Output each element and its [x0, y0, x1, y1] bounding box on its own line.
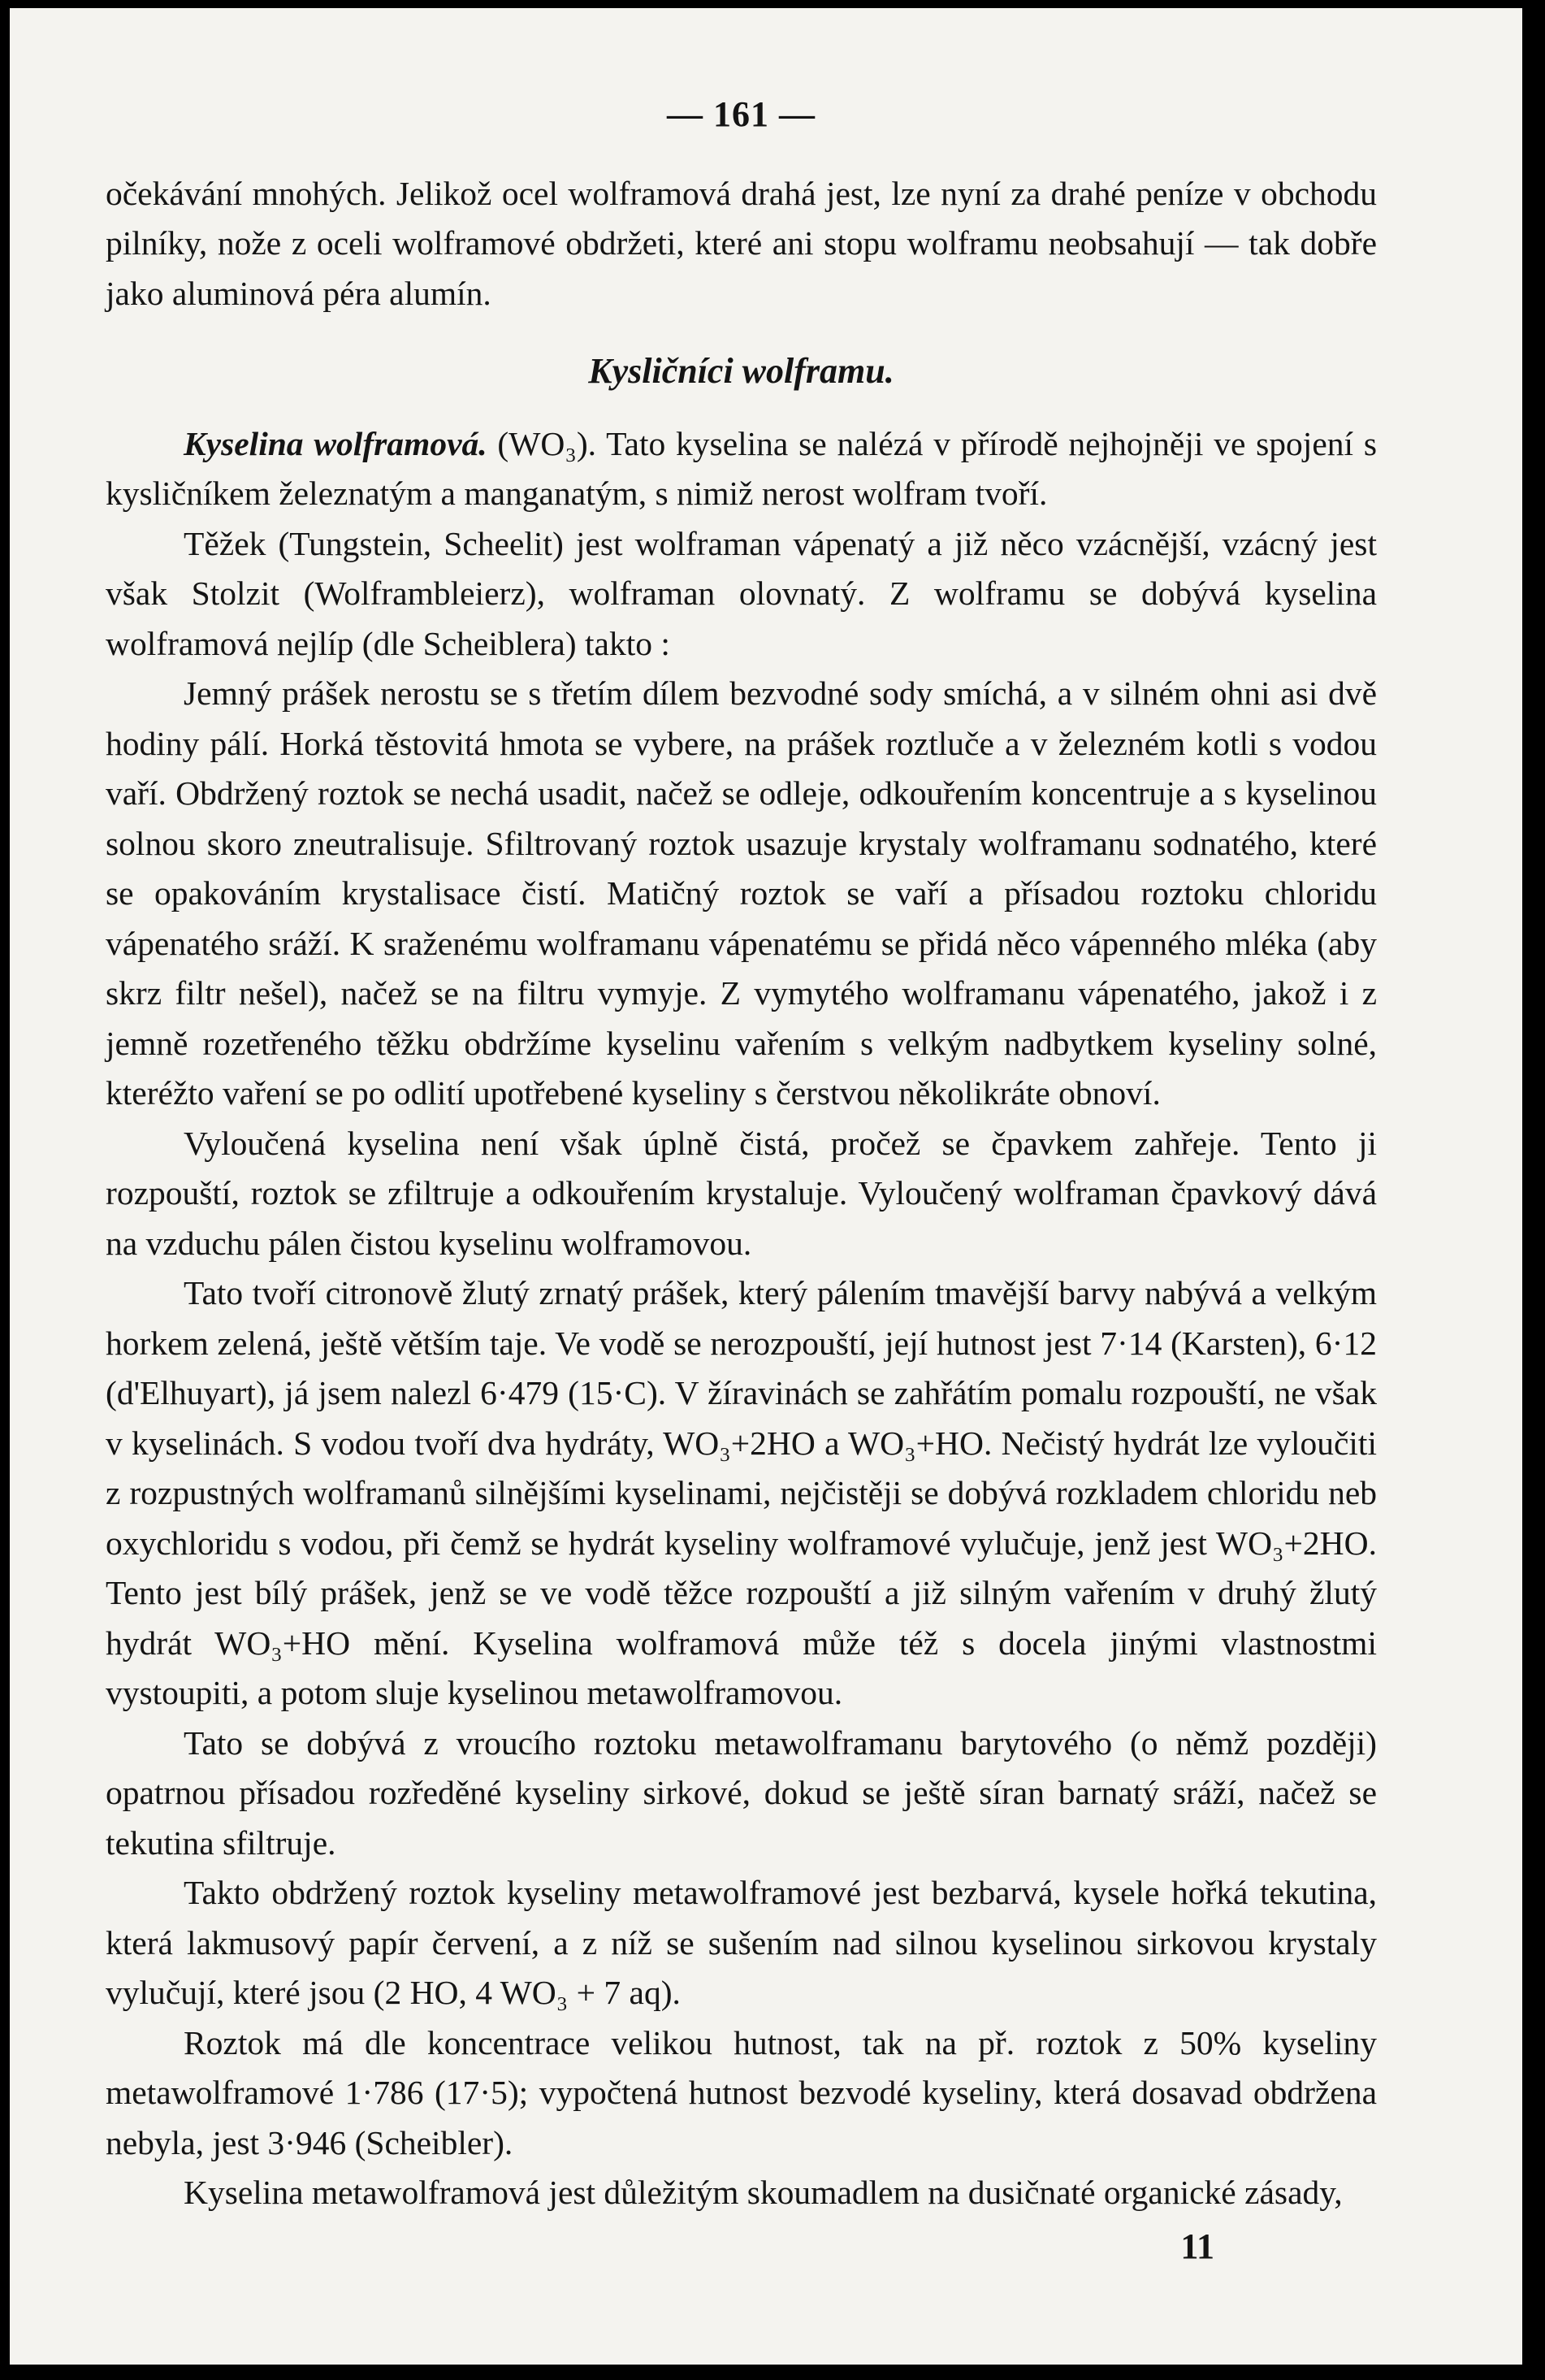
paragraph-properties: Tato tvoří citronově žlutý zrnatý prášek, který pálením tmavější barvy nabývá a velkým horkem zelená, ještě větším taje. Ve vodě se nerozpouští, její hutnost jest 7·14 (Karsten), 6·12 (d'Elhuyart), já jsem nalezl 6·479 (15·C). V žíravinách se zahřátím pomalu rozpouští, ne však v kyselinách. S vodou tvoří dva hydráty, WO₃+2HO a WO₃+HO. Nečistý hydrát lze vyloučiti z rozpustných wolframanů silnějšími kyselinami, nejčistěji se dobývá rozkladem chloridu neb oxychloridu s vodou, při čemž se hydrát kyseliny wolframové vylučuje, jenž jest WO₃+2HO. Tento jest bílý prášek, jenž se ve vodě těžce rozpouští a již silným vařením v druhý žlutý hydrát WO₃+HO mění. Kyselina wolframová může též s docela jinými vlastnostmi vystoupiti, a potom sluje kyselinou metawolframovou. — [106, 1274, 1377, 1711]
acid-formula: (WO₃). — [497, 424, 597, 462]
page-number: — 161 — — [667, 94, 816, 134]
acid-paragraph — [106, 419, 1377, 519]
paragraph-solution: Takto obdržený roztok kyseliny metawolframové jest bezbarvá, kysele hořká tekutina, která lakmusový papír červení, a z níž se sušením nad silnou kyselinou sirkovou krystaly vylučují, které jsou (2 HO, 4 WO₃ + 7 aq). — [106, 1874, 1377, 2011]
page-body — [106, 89, 1377, 2271]
paragraph-reagent: Kyselina metawolframová jest důležitým skoumadlem na dusičnaté organické zásady, — [184, 2174, 1343, 2211]
section-title: Kysličníci wolframu. — [588, 351, 894, 391]
acid-paragraph-text: Tato kyselina se nalézá v přírodě nejhojněji ve spojení s kysličníkem železnatým a manganatým, s nimiž nerost wolfram tvoří. — [106, 424, 1377, 512]
acid-term: Kyselina wolframová. — [184, 424, 487, 462]
paragraph-density: Roztok má dle koncentrace velikou hutnost, tak na př. roztok z 50% kyseliny metawolframové 1·786 (17·5); vypočtená hutnost bezvodé kyseliny, která dosavad obdržena nebyla, jest 3·946 (Scheibler). — [106, 2023, 1377, 2161]
paragraph-purification: Vyloučená kyselina není však úplně čistá, pročež se čpavkem zahřeje. Tento ji rozpouští, roztok se zfiltruje a odkouřením krystaluje. Vyloučený wolframan čpavkový dává na vzduchu pálen čistou kyselinu wolframovou. — [106, 1124, 1377, 1262]
paragraph-tezek: Těžek (Tungstein, Scheelit) jest wolframan vápenatý a již něco vzácnější, vzácný jest však Stolzit (Wolframbleierz), wolframan olovnatý. Z wolframu se dobývá kyselina wolframová nejlíp (dle Scheiblera) takto : — [106, 524, 1377, 662]
scanned-page — [10, 8, 1522, 2365]
signature-number: 11 — [1180, 2226, 1214, 2266]
paragraph-procedure: Jemný prášek nerostu se s třetím dílem bezvodné sody smíchá, a v silném ohni asi dvě hodiny pálí. Horká těstovitá hmota se vybere, na prášek roztluče a v železném kotli s vodou vaří. Obdržený roztok se nechá usadit, načež se odleje, odkouřením koncentruje a s kyselinou solnou skoro zneutralisuje. Sfiltrovaný roztok usazuje krystaly wolframanu sodnatého, které se opakováním krystalisace čistí. Matičný roztok se vaří a přísadou roztoku chloridu vápenatého sráží. K sraženému wolframanu vápenatému se přidá něco vápenného mléka (aby skrz filtr nešel), načež se na filtru vymyje. Z vymytého wolframanu vápenatého, jakož i z jemně rozetřeného těžku obdržíme kyselinu vařením s velkým nadbytkem kyseliny solné, kteréžto vaření se po odlití upotřebené kyseliny s čerstvou několikráte obnoví. — [106, 674, 1377, 1112]
paragraph-metawolframate: Tato se dobývá z vroucího roztoku metawolframanu barytového (o němž později) opatrnou přísadou rozředěné kyseliny sirkové, dokud se ještě síran barnatý sráží, načež se tekutina sfiltruje. — [106, 1723, 1377, 1862]
intro-paragraph: očekávání mnohých. Jelikož ocel wolframová drahá jest, lze nyní za drahé peníze v obchodu pilníky, nože z oceli wolframové obdržeti, které ani stopu wolframu neobsahují — tak dobře jako aluminová péra alumín. — [106, 174, 1377, 312]
